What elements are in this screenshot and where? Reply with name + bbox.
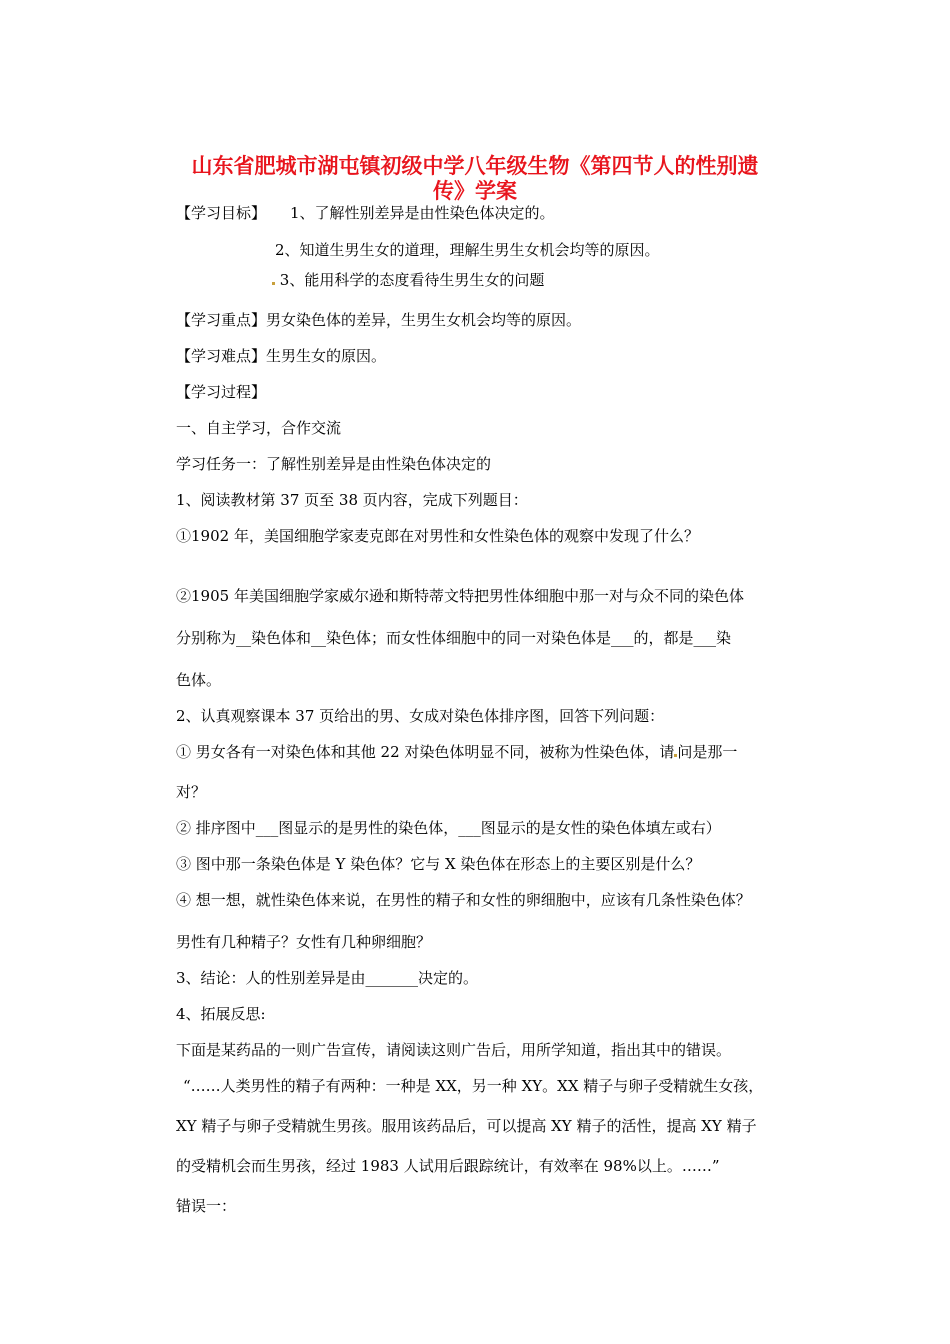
section-heading-1: 一、自主学习，合作交流: [176, 419, 342, 437]
objective-item-1: 1、了解性别差异是由性染色体决定的。: [290, 204, 555, 222]
task-1-heading: 学习任务一：了解性别差异是由性染色体决定的: [176, 455, 492, 473]
question-2-1-text-pre: ① 男女各有一对染色体和其他 22 对染色体明显不同，被称为性染色体，请: [176, 743, 675, 761]
objectives-label: 【学习目标】: [176, 204, 267, 222]
difficulty-line: [176, 346, 386, 366]
question-1-2-line-c: 色体。: [176, 671, 222, 689]
objective-item-3: 3、能用科学的态度看待生男生女的问题: [279, 271, 545, 289]
key-point-label: 【学习重点】: [176, 311, 267, 329]
stray-dot-mark: [272, 282, 275, 285]
question-2-3: ③ 图中那一条染色体是 Y 染色体？它与 X 染色体在形态上的主要区别是什么？: [176, 855, 701, 873]
question-2-1-line-a: [176, 742, 737, 762]
objective-item-3-line: [272, 270, 544, 290]
question-1-2-line-b: 分别称为__染色体和__染色体；而女性体细胞中的同一对染色体是___的，都是___染: [176, 629, 732, 647]
question-4: 4、拓展反思:: [176, 1005, 266, 1023]
question-2-4-line-b: 男性有几种精子？女性有几种卵细胞？: [176, 933, 432, 951]
document-title-line2: 传》学案: [433, 179, 517, 203]
key-point-text: 男女染色体的差异，生男生女机会均等的原因。: [266, 311, 582, 329]
question-2-4-line-a: ④ 想一想，就性染色体来说，在男性的精子和女性的卵细胞中，应该有几条性染色体？: [176, 891, 751, 909]
document-title-line1: 山东省肥城市湖屯镇初级中学八年级生物《第四节人的性别遗: [191, 154, 759, 178]
question-1-1: ①1902 年，美国细胞学家麦克郎在对男性和女性染色体的观察中发现了什么？: [176, 527, 699, 545]
advertisement-line-2: XY 精子与卵子受精就生男孩。服用该药品后，可以提高 XY 精子的活性，提高 XY 精子: [176, 1117, 757, 1135]
difficulty-label: 【学习难点】: [176, 347, 267, 365]
advertisement-line-1: “……人类男性的精子有两种：一种是 XX，另一种 XY。XX 精子与卵子受精就生女孩，: [183, 1077, 764, 1095]
question-4-intro: 下面是某药品的一则广告宣传，请阅读这则广告后，用所学知道，指出其中的错误。: [176, 1041, 732, 1059]
key-point-line: [176, 310, 581, 330]
question-2-1-line-b: 对？: [176, 783, 207, 801]
objectives-line1: [176, 203, 555, 223]
question-1-2-line-a: ②1905 年美国细胞学家威尔逊和斯特蒂文特把男性体细胞中那一对与众不同的染色体: [176, 587, 744, 605]
question-2-1-text-post: 问是那一: [677, 743, 738, 761]
question-3: 3、结论：人的性别差异是由_______决定的。: [176, 969, 479, 987]
question-1: 1、阅读教材第 37 页至 38 页内容，完成下列题目：: [176, 491, 528, 509]
error-1-label: 错误一：: [176, 1197, 237, 1215]
question-2: 2、认真观察课本 37 页给出的男、女成对染色体排序图，回答下列问题：: [176, 707, 665, 725]
difficulty-text: 生男生女的原因。: [266, 347, 387, 365]
process-label: 【学习过程】: [176, 383, 267, 401]
objective-item-2: 2、知道生男生女的道理，理解生男生女机会均等的原因。: [275, 241, 660, 259]
question-2-2: ② 排序图中___图显示的是男性的染色体，___图显示的是女性的染色体填左或右）: [176, 819, 721, 837]
advertisement-line-3: 的受精机会而生男孩，经过 1983 人试用后跟踪统计，有效率在 98%以上。……”: [176, 1157, 720, 1175]
